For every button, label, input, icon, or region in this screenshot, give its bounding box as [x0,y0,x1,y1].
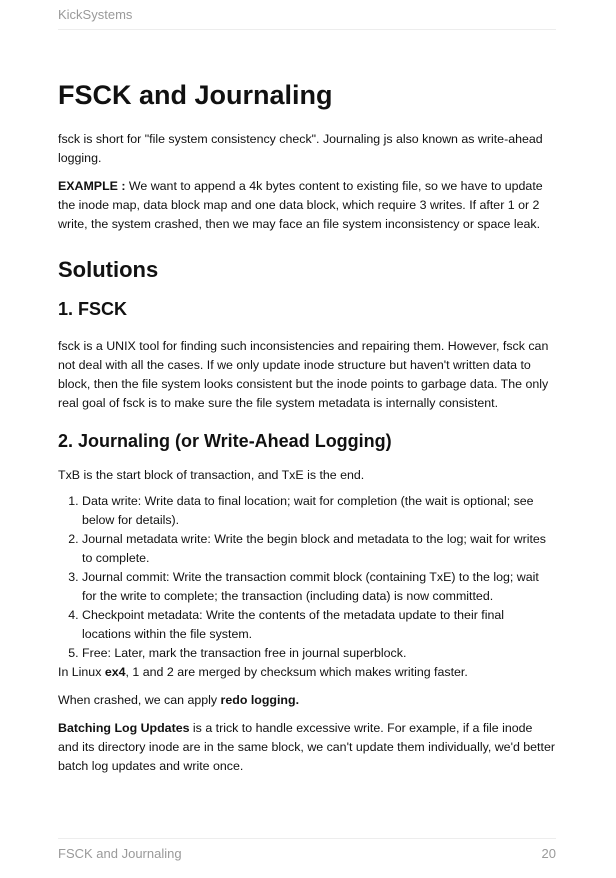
batching-term: Batching Log Updates [58,721,190,735]
linux-ext4-term: ex4 [104,665,126,679]
list-item: 2. Journal metadata write: Write the begin block and metadata to the log; wait for writes to complete. [82,530,556,568]
journaling-heading: 2. Journaling (or Write-Ahead Logging) [58,431,392,451]
header-divider [58,29,556,30]
crash-text-pre: When crashed, we can apply [58,693,221,707]
journaling-steps-list [58,492,556,663]
batching-paragraph [58,719,556,776]
footer-divider [58,838,556,839]
redo-logging-term: redo logging. [220,693,300,707]
linux-text-pre: In Linux [58,665,105,679]
fsck-paragraph: fsck is a UNIX tool for finding such inconsistencies and repairing them. However, fsck can not deal with all the cases. If we only update inode structure but haven't written data to block, then the file system looks consistent but the inode points to garbage data. The only real goal of fsck is to make sure the file system metadata is internally consistent. [58,339,549,410]
document-content [58,78,556,785]
page-title: FSCK and Journaling [58,80,333,110]
example-label: EXAMPLE : [58,179,126,193]
linux-paragraph [58,663,556,682]
batching-text: is a trick to handle excessive write. For example, if a file inode and its directory inode are in the same block, we can't update them individually, we'd better batch log updates and write once. [58,721,555,773]
crash-paragraph [58,691,556,710]
example-paragraph [58,177,556,234]
running-header: KickSystems [58,7,133,22]
footer-chapter-title: FSCK and Journaling [58,846,182,861]
example-text: We want to append a 4k bytes content to existing file, so we have to update the inode map, data block map and one data block, which require 3 writes. If after 1 or 2 write, the system crashed, then we may face an file system inconsistency or space leak. [58,179,543,231]
document-page [58,0,556,878]
intro-paragraph: fsck is short for "file system consistency check". Journaling js also known as write-ahead logging. [58,132,543,165]
list-item: 4. Checkpoint metadata: Write the contents of the metadata update to their final locations within the file system. [82,606,556,644]
solutions-heading: Solutions [58,257,159,282]
page-number: 20 [541,846,556,861]
linux-text-post: , 1 and 2 are merged by checksum which makes writing faster. [125,665,468,679]
list-item: 3. Journal commit: Write the transaction commit block (containing TxE) to the log; wait for the write to complete; the transaction (including data) is now committed. [82,568,556,606]
journaling-intro: TxB is the start block of transaction, and TxE is the end. [58,468,365,482]
list-item: 1. Data write: Write data to final location; wait for completion (the wait is optional; see below for details). [82,492,556,530]
list-item: 5. Free: Later, mark the transaction free in journal superblock. [82,644,556,663]
fsck-heading: 1. FSCK [58,299,128,319]
